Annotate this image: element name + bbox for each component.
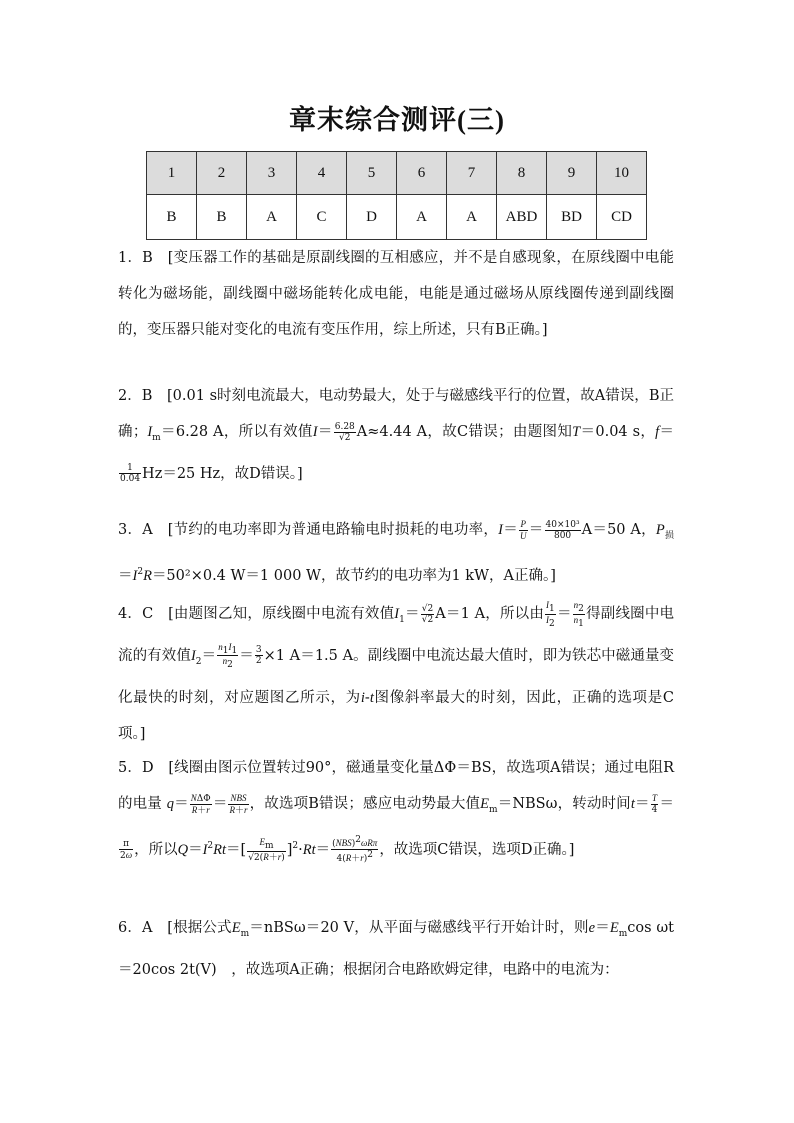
header-cell: 1 [147,152,197,195]
answer-cell: C [297,195,347,240]
solution-5-part: 5．D [线圈由图示位置转过90°，磁通量变化量ΔΦ＝BS，故选项A错误；通过电阻R的电量 [118,760,674,812]
solution-5-text: 5．D [线圈由图示位置转过90°，磁通量变化量ΔΦ＝BS，故选项A错误；通过电阻R的电量 q＝ $\frac{\text{NΔΦ}}{R+r}$ ＝ $\frac{\text{NBS}}{R+r}$ ，故选项B错误；感应电动势最大值$E_m=NBS\omega$，转动时间t＝ $\frac{T}{4}$ ＝ $\frac{\pi}{2\omega}$ ，所以$Q=I^2Rt=$[ $\frac{E_m}{√2(R+r)}$ ]$^2$·Rt＝ $\frac{(NBS)^2\omega R\pi}{4(R+r)^2}$ ，故选项C错误，选项D正确。] [118,760,675,865]
solution-4-part: 图像斜率最大的时刻，因此，正确的选项是C项。] [118,689,675,742]
fraction: $\frac{\pi}{2\omega}$ [120,838,133,861]
solution-5 [118,750,674,868]
solution-6 [118,910,674,988]
solution-4-part: 4．C [由题图乙知，原线圈中电流有效值 [118,606,395,622]
header-cell: 2 [197,152,247,195]
header-cell: 10 [597,152,647,195]
solution-3-part: A＝50 A， [581,522,656,538]
header-cell: 5 [347,152,397,195]
solution-1 [118,240,674,348]
fraction: $\frac{(NBS)^2\omega R\pi}{4(R+r)^2}$ [332,835,378,865]
fraction: $\frac{\text{40×10³}}{800}$ [545,519,580,541]
header-cell: 9 [547,152,597,195]
fraction: $\frac{\text{NBS}}{R+r}$ [229,792,248,816]
solution-5-part: ，所以 [134,841,178,858]
solution-2-part: A≈4.44 A，故C错误；由题图知 [356,424,573,440]
answer-table-header-row [147,152,647,195]
answer-cell: B [197,195,247,240]
answer-cell: A [247,195,297,240]
header-cell: 3 [247,152,297,195]
solution-6-text: 6．A [根据公式$E_m=nBS\omega=20$ V，从平面与磁感线平行开始计时，则$e=E_m\cos$ ωt＝20cos 2t(V) ，故选项A正确；根据闭合电路欧姆定律，电路中的电流为： [118,920,674,978]
solution-2-part: 2．B [0.01 s时刻电流最大，电动势最大，处于与磁感线平行的位置，故A错误，B正确； [118,388,674,440]
solution-3-part: 3．A [节约的电功率即为普通电路输电时损耗的电功率， [118,522,499,538]
fraction: $\frac{\text{NΔΦ}}{R+r}$ [190,792,211,816]
header-cell: 8 [497,152,547,195]
solution-4-part: 得副线圈中电流的有效值 [118,606,675,664]
fraction: $\frac{6.28}{√2}$ [334,421,355,443]
page-title: 章末综合测评(三) [289,105,505,135]
solution-4-part: A＝1 A，所以由 [435,606,545,622]
solution-2-part: Hz＝25 Hz，故D错误。] [142,465,303,482]
answer-cell: ABD [497,195,547,240]
answer-cell: BD [547,195,597,240]
solution-6-part: cos ωt＝20cos 2t(V) ，故选项A正确；根据闭合电路欧姆定律，电路中的电流为： [118,920,674,978]
solution-3-text: 3．A [节约的电功率即为普通电路输电时损耗的电功率，I＝ $\frac{P}{U}$ ＝ $\frac{\text{40×10³}}{800}$ A＝50 A，$P_损=I^2R=50^2\times 0.4$ W＝1 000 W，故节约的电功率为1 kW，A正确。] [118,518,674,584]
answer-table-answer-row [147,195,647,240]
fraction: $\frac{I_1}{I_2}$ [546,599,555,629]
fraction: $\frac{3}{2}$ [255,645,262,667]
fraction: $\frac{n_2}{n_1}$ [573,599,584,629]
answer-cell: A [447,195,497,240]
answer-cell: A [397,195,447,240]
solution-2 [118,378,674,492]
answer-table [146,151,647,240]
solution-5-part: ＝NBSω，转动时间 [497,796,631,812]
header-cell: 6 [397,152,447,195]
solution-5-part: ，故选项C错误，选项D正确。] [379,841,575,858]
solution-1-text: 1．B [变压器工作的基础是原副线圈的互相感应，并不是自感现象，在原线圈中电能转化为磁场能，副线圈中磁场能转化成电能，电能是通过磁场从原线圈传递到副线圈的，变压器只能对变化的电流有变压作用，综上所述，只有B正确。] [118,250,674,338]
fraction: $\frac{√2}{√2}$ [421,603,434,625]
solution-5-part: ，故选项B错误；感应电动势最大值 [249,796,481,812]
solution-4-part: ×1 A＝1.5 A。副线圈中电流达最大值时，即为铁芯中磁通量变化最快的时刻，对应题图乙所示，为 [118,647,675,706]
solution-6-part: ＝nBSω＝20 V，从平面与磁感线平行开始计时，则 [249,920,589,936]
solution-6-part: 6．A [根据公式 [118,920,232,936]
solution-2-text: 2．B [0.01 s时刻电流最大，电动势最大，处于与磁感线平行的位置，故A错误，B正确；$I_m=6.28$ A，所以有效值I＝ $\frac{6.28}{√2}$ A≈4.44 A，故C错误；由题图知T＝0.04 s，f＝ $\frac{1}{0.04}$ Hz＝25 Hz，故D错误。] [118,388,675,485]
answer-cell: B [147,195,197,240]
header-cell: 4 [297,152,347,195]
fraction: $\frac{P}{U}$ [520,518,527,541]
fraction: $\frac{T}{4}$ [651,793,658,815]
fraction: $\frac{1}{0.04}$ [120,463,141,485]
answer-cell: D [347,195,397,240]
header-cell: 7 [447,152,497,195]
answer-cell: CD [597,195,647,240]
solution-2-part: ＝6.28 A，所以有效值 [160,424,313,440]
solution-4-text: 4．C [由题图乙知，原线圈中电流有效值$I_1=$ $\frac{√2}{√2}$ A＝1 A，所以由 $\frac{I_1}{I_2}$ ＝ $\frac{n_2}{n_1}$ 得副线圈中电流的有效值$I_2=$ $\frac{n_1I_1}{n_2}$ ＝ $\frac{3}{2}$ ×1 A＝1.5 A。副线圈中电流达最大值时，即为铁芯中磁通量变化最快的时刻，对应题图乙所示，为i-t图像斜率最大的时刻，因此，正确的选项是C项。] [118,599,675,742]
solution-3 [118,512,674,594]
fraction: $\frac{n_1I_1}{n_2}$ [218,641,238,671]
solution-3-part: ＝50²×0.4 W＝1 000 W，故节约的电功率为1 kW，A正确。] [151,567,556,584]
solution-4 [118,596,674,752]
fraction: $\frac{E_m}{√2(R+r)}$ [248,836,285,863]
solution-2-part: ＝0.04 s， [580,424,656,440]
